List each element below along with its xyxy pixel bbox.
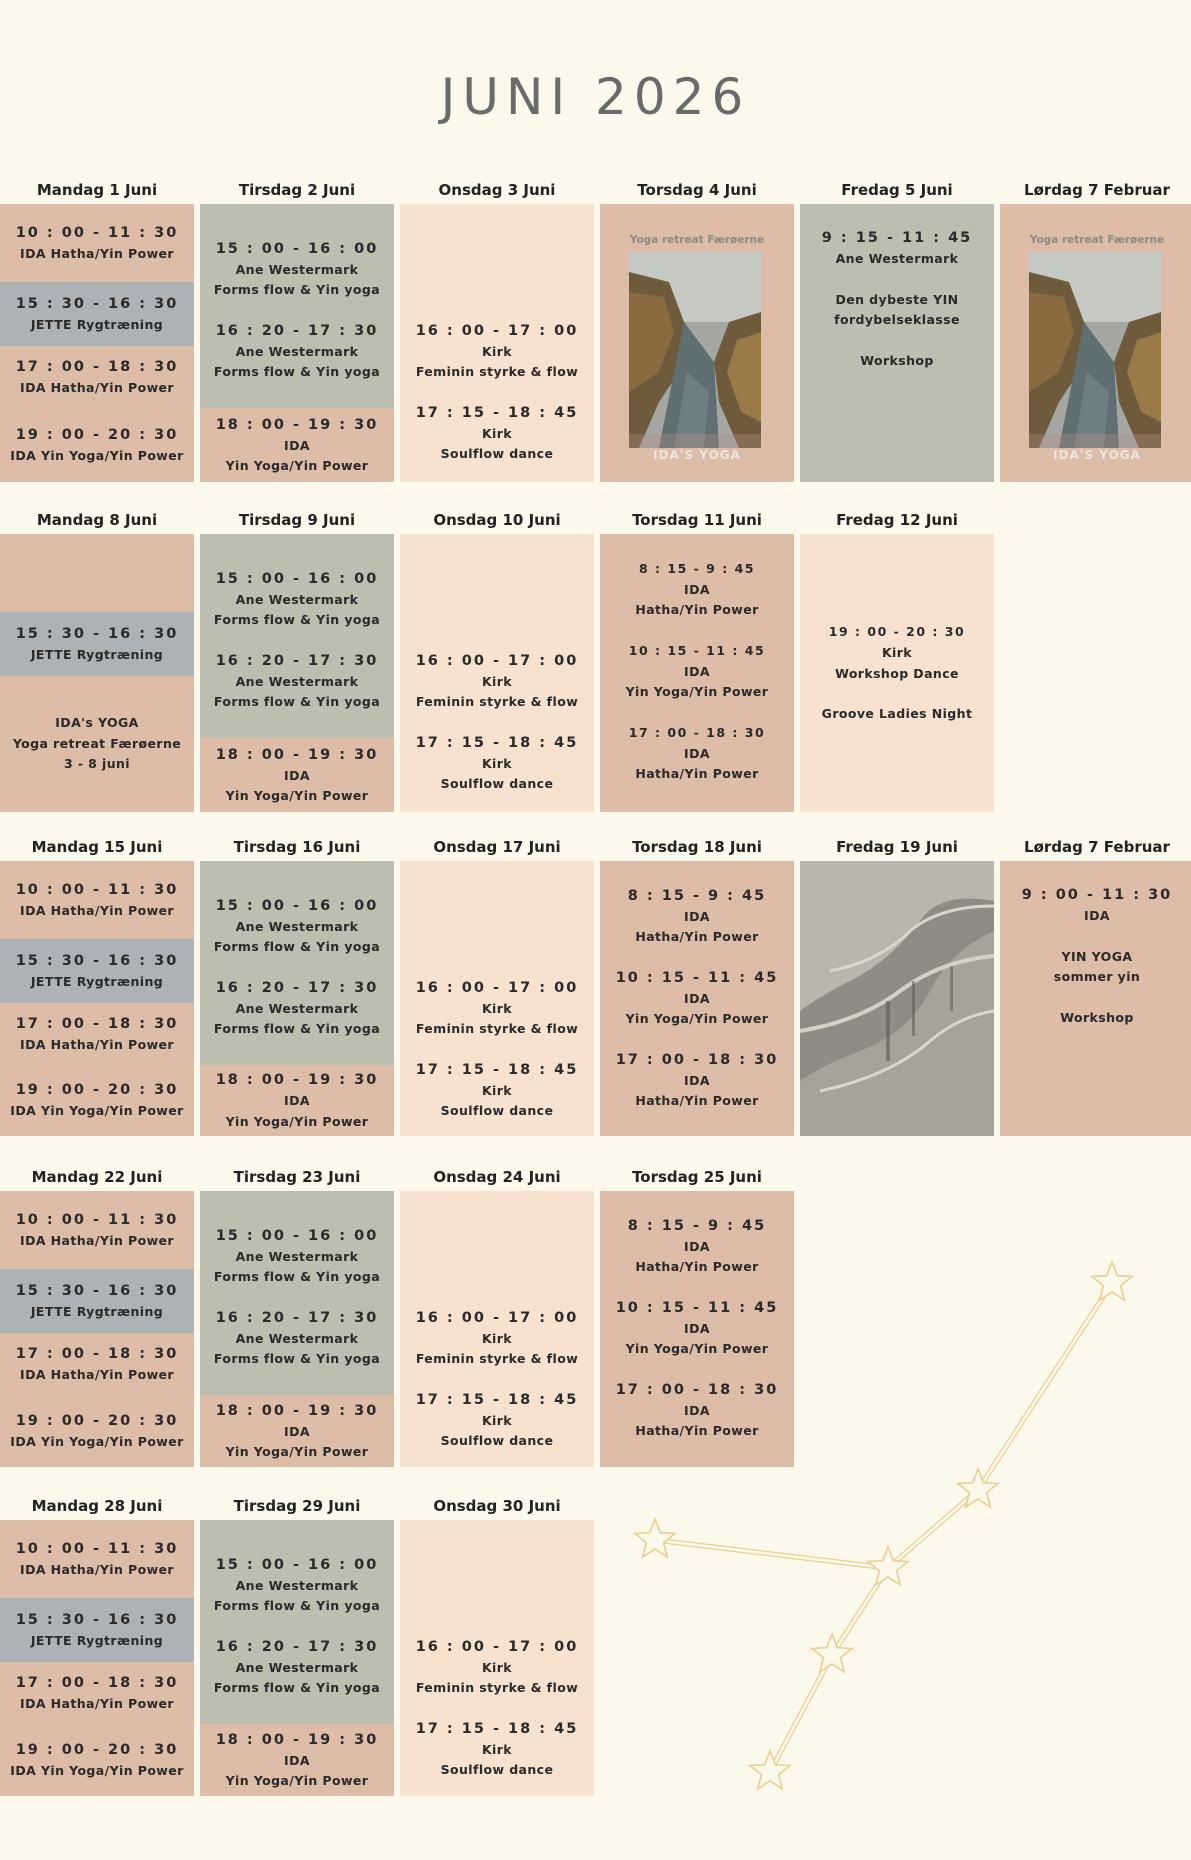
session-line: IDA Yin Yoga/Yin Power: [10, 1433, 184, 1449]
session-block[interactable]: [600, 718, 794, 788]
session-line: IDA Yin Yoga/Yin Power: [10, 1762, 184, 1778]
session-block[interactable]: [0, 408, 194, 482]
day-cell[interactable]: [600, 861, 794, 1136]
page-title: JUNI 2026: [440, 68, 751, 126]
session-time: 17 : 00 - 18 : 30: [15, 1015, 179, 1032]
session-time: 19 : 00 - 20 : 30: [15, 426, 179, 443]
day-header: Fredag 5 Juni: [841, 181, 953, 199]
session-line: Yin Yoga/Yin Power: [225, 1444, 369, 1459]
session-line: JETTE Rygtræning: [30, 973, 164, 989]
session-time: 17 : 00 - 18 : 30: [628, 724, 766, 740]
session-time: 15 : 30 - 16 : 30: [15, 1282, 179, 1299]
session-block[interactable]: [0, 1269, 194, 1333]
session-line: IDA: [684, 1072, 710, 1088]
session-time: 17 : 00 - 18 : 30: [15, 358, 179, 375]
session-line: Ane Westermark: [235, 343, 359, 359]
session-time: 15 : 00 - 16 : 00: [215, 897, 379, 914]
session-line: Forms flow & Yin yoga: [213, 1351, 381, 1366]
session-line: Ane Westermark: [235, 673, 359, 689]
session-line: Kirk: [481, 1000, 513, 1016]
session-line: IDA: [684, 745, 710, 761]
session-time: 17 : 15 - 18 : 45: [415, 734, 579, 751]
session-time: 16 : 00 - 17 : 00: [415, 979, 579, 996]
session-block[interactable]: [0, 1003, 194, 1065]
session-line: JETTE Rygtræning: [30, 646, 164, 662]
session-time: 17 : 15 - 18 : 45: [415, 404, 579, 421]
session-line: IDA Hatha/Yin Power: [20, 1695, 174, 1711]
session-line: Forms flow & Yin yoga: [213, 1598, 381, 1613]
session-line: IDA's YOGA: [55, 715, 139, 731]
day-header: Onsdag 3 Juni: [438, 181, 556, 199]
session-line: Kirk: [881, 645, 913, 661]
session-time: 16 : 20 - 17 : 30: [215, 979, 379, 996]
session-block[interactable]: [600, 1045, 794, 1115]
session-block[interactable]: [1000, 861, 1191, 1051]
session-line: Yin Yoga/Yin Power: [625, 1341, 769, 1356]
session-block[interactable]: [200, 564, 394, 634]
session-time: 17 : 15 - 18 : 45: [415, 1061, 579, 1078]
day-header: Mandag 22 Juni: [31, 1168, 163, 1186]
poster-brand-text: IDA'S YOGA: [653, 448, 741, 462]
session-line: Den dybeste YIN: [835, 291, 959, 307]
constellation-line: [655, 1538, 888, 1566]
session-line: Ane Westermark: [235, 918, 359, 934]
session-time: 17 : 15 - 18 : 45: [415, 1720, 579, 1737]
day-header: Lørdag 7 Februar: [1024, 838, 1170, 856]
session-line: Soulflow dance: [440, 1433, 554, 1448]
poster-caption: Yoga retreat Færøerne: [1029, 234, 1165, 246]
day-header: Tirsdag 9 Juni: [238, 511, 356, 529]
session-line: JETTE Rygtræning: [30, 1303, 164, 1319]
session-block[interactable]: [200, 973, 394, 1043]
session-line: Hatha/Yin Power: [635, 602, 759, 617]
session-line: Forms flow & Yin yoga: [213, 1269, 381, 1284]
session-line: IDA: [1084, 908, 1110, 923]
session-line: Kirk: [481, 343, 513, 359]
session-time: 8 : 15 - 9 : 45: [639, 560, 755, 576]
session-time: 9 : 15 - 11 : 45: [821, 230, 973, 246]
day-cell[interactable]: [400, 1520, 594, 1796]
constellation-line: [772, 1656, 834, 1773]
session-block[interactable]: [0, 282, 194, 346]
day-cell[interactable]: [800, 534, 994, 812]
session-line: IDA Yin Yoga/Yin Power: [10, 447, 184, 463]
constellation-line: [655, 1542, 888, 1570]
day-cell[interactable]: [600, 1191, 794, 1467]
session-time: 15 : 00 - 16 : 00: [215, 570, 379, 587]
star-icon: [1092, 1262, 1132, 1300]
day-cell[interactable]: [400, 1191, 594, 1467]
session-line: Hatha/Yin Power: [635, 766, 759, 781]
session-block[interactable]: [400, 728, 594, 798]
session-time: 10 : 15 - 11 : 45: [615, 969, 779, 986]
day-cell[interactable]: [0, 861, 194, 1136]
session-block[interactable]: [0, 1395, 194, 1467]
session-block[interactable]: [0, 534, 194, 612]
session-time: 16 : 20 - 17 : 30: [215, 322, 379, 339]
day-header: Tirsdag 23 Juni: [233, 1168, 361, 1186]
session-line: Soulflow dance: [440, 776, 554, 791]
session-line: IDA Hatha/Yin Power: [20, 245, 174, 261]
session-line: Hatha/Yin Power: [635, 1259, 759, 1274]
session-block[interactable]: [200, 1221, 394, 1291]
poster-brand-text: IDA'S YOGA: [1053, 448, 1141, 462]
day-header: Onsdag 30 Juni: [433, 1497, 561, 1515]
star-icon: [868, 1547, 908, 1585]
session-block[interactable]: [200, 1550, 394, 1620]
day-cell[interactable]: [200, 1191, 394, 1467]
session-block[interactable]: [600, 963, 794, 1033]
session-line: Feminin styrke & flow: [415, 694, 579, 709]
session-line: Forms flow & Yin yoga: [213, 282, 381, 297]
day-header: Mandag 15 Juni: [31, 838, 163, 856]
session-block[interactable]: [600, 1375, 794, 1445]
session-time: 16 : 00 - 17 : 00: [415, 1638, 579, 1655]
session-line: Workshop: [860, 352, 934, 368]
session-block[interactable]: [200, 738, 394, 812]
session-line: IDA: [284, 437, 310, 453]
constellation-line: [889, 1492, 979, 1570]
day-header: Fredag 12 Juni: [836, 511, 958, 529]
session-time: 17 : 15 - 18 : 45: [415, 1391, 579, 1408]
day-header: Fredag 19 Juni: [836, 838, 958, 856]
session-time: 10 : 00 - 11 : 30: [15, 881, 179, 898]
session-line: Kirk: [481, 1330, 513, 1346]
session-line: Yin Yoga/Yin Power: [625, 1011, 769, 1026]
session-line: Forms flow & Yin yoga: [213, 612, 381, 627]
day-cell[interactable]: [400, 204, 594, 482]
session-block[interactable]: [200, 408, 394, 482]
day-cell[interactable]: [0, 534, 194, 812]
session-time: 17 : 00 - 18 : 30: [615, 1051, 779, 1068]
session-block[interactable]: [200, 1724, 394, 1796]
session-block[interactable]: [400, 398, 594, 468]
session-line: IDA Hatha/Yin Power: [20, 1366, 174, 1382]
session-line: Ane Westermark: [835, 251, 959, 266]
day-cell[interactable]: [0, 204, 194, 482]
session-line: Feminin styrke & flow: [415, 1680, 579, 1695]
session-line: Kirk: [481, 1659, 513, 1675]
session-block[interactable]: [0, 861, 194, 939]
session-block[interactable]: [400, 316, 594, 386]
day-cell[interactable]: [600, 204, 794, 482]
day-cell[interactable]: [1000, 204, 1191, 482]
session-time: 18 : 00 - 19 : 30: [215, 1731, 379, 1748]
session-line: Ane Westermark: [235, 1659, 359, 1675]
session-line: Hatha/Yin Power: [635, 1423, 759, 1438]
faroe-cliffs-photo: [1029, 252, 1161, 448]
session-line: IDA Hatha/Yin Power: [20, 1036, 174, 1052]
session-line: Soulflow dance: [440, 1762, 554, 1777]
session-line: Kirk: [481, 1082, 513, 1098]
session-block[interactable]: [400, 646, 594, 716]
session-line: Kirk: [481, 673, 513, 689]
session-time: 18 : 00 - 19 : 30: [215, 1402, 379, 1419]
session-line: IDA: [284, 1752, 310, 1768]
star-icon: [750, 1751, 790, 1789]
session-time: 17 : 00 - 18 : 30: [615, 1381, 779, 1398]
session-block[interactable]: [0, 676, 194, 812]
session-block[interactable]: [600, 636, 794, 706]
day-cell[interactable]: [400, 861, 594, 1136]
session-block[interactable]: [200, 1395, 394, 1467]
session-block[interactable]: [0, 204, 194, 282]
session-block[interactable]: [200, 316, 394, 386]
session-line: Kirk: [481, 1741, 513, 1757]
session-block[interactable]: [800, 204, 994, 394]
session-block[interactable]: [800, 534, 994, 812]
session-line: Ane Westermark: [235, 1000, 359, 1016]
day-header: Lørdag 7 Februar: [1024, 181, 1170, 199]
session-line: Ane Westermark: [235, 591, 359, 607]
session-line: JETTE Rygtræning: [30, 1632, 164, 1648]
session-block[interactable]: [0, 612, 194, 676]
session-block[interactable]: [0, 1520, 194, 1598]
session-time: 18 : 00 - 19 : 30: [215, 746, 379, 763]
session-line: Hatha/Yin Power: [635, 929, 759, 944]
session-time: 10 : 00 - 11 : 30: [15, 1540, 179, 1557]
day-header: Torsdag 18 Juni: [632, 838, 762, 856]
session-time: 17 : 00 - 18 : 30: [15, 1345, 179, 1362]
session-line: Feminin styrke & flow: [415, 1351, 579, 1366]
session-block[interactable]: [200, 1303, 394, 1373]
session-line: Yin Yoga/Yin Power: [625, 684, 769, 699]
beach-waves-photo: [800, 861, 994, 1136]
session-line: Forms flow & Yin yoga: [213, 1680, 381, 1695]
session-block[interactable]: [200, 1065, 394, 1136]
session-line: IDA: [684, 1238, 710, 1254]
session-line: Forms flow & Yin yoga: [213, 364, 381, 379]
session-line: Workshop Dance: [835, 665, 959, 681]
star-icon: [812, 1634, 852, 1672]
day-cell[interactable]: [200, 204, 394, 482]
session-time: 15 : 30 - 16 : 30: [15, 295, 179, 312]
constellation-line: [834, 1569, 890, 1656]
session-line: IDA: [684, 663, 710, 679]
session-line: IDA Hatha/Yin Power: [20, 1561, 174, 1577]
session-line: Kirk: [481, 755, 513, 771]
session-line: Ane Westermark: [235, 261, 359, 277]
session-line: Soulflow dance: [440, 446, 554, 461]
session-line: IDA: [684, 1320, 710, 1336]
session-block[interactable]: [0, 1065, 194, 1136]
session-line: Hatha/Yin Power: [635, 1093, 759, 1108]
day-cell[interactable]: [400, 534, 594, 812]
day-cell[interactable]: [0, 1191, 194, 1467]
session-time: 15 : 30 - 16 : 30: [15, 952, 179, 969]
session-line: IDA: [684, 908, 710, 924]
day-cell[interactable]: [0, 1520, 194, 1796]
session-time: 19 : 00 - 20 : 30: [15, 1412, 179, 1429]
session-line: Yin Yoga/Yin Power: [225, 1773, 369, 1788]
session-time: 19 : 00 - 20 : 30: [15, 1082, 179, 1099]
session-time: 16 : 00 - 17 : 00: [415, 322, 579, 339]
day-header: Onsdag 24 Juni: [433, 1168, 561, 1186]
faroe-cliffs-photo: [629, 252, 761, 448]
day-cell[interactable]: [200, 861, 394, 1136]
session-block[interactable]: [400, 973, 594, 1043]
session-line: Yin Yoga/Yin Power: [225, 458, 369, 473]
session-line: IDA Hatha/Yin Power: [20, 1232, 174, 1248]
session-block[interactable]: [0, 1662, 194, 1724]
session-block[interactable]: [200, 234, 394, 304]
session-line: IDA Hatha/Yin Power: [20, 902, 174, 918]
day-cell[interactable]: [800, 204, 994, 482]
day-header: Mandag 8 Juni: [36, 511, 158, 529]
session-block[interactable]: [0, 346, 194, 408]
session-time: 16 : 00 - 17 : 00: [415, 652, 579, 669]
day-cell[interactable]: [200, 1520, 394, 1796]
session-line: YIN YOGA: [1061, 948, 1133, 964]
day-header: Torsdag 4 Juni: [637, 181, 757, 199]
session-line: 3 - 8 juni: [63, 756, 130, 772]
session-line: Soulflow dance: [440, 1103, 554, 1118]
session-block[interactable]: [0, 1333, 194, 1395]
session-time: 16 : 20 - 17 : 30: [215, 1309, 379, 1326]
session-time: 19 : 00 - 20 : 30: [15, 1741, 179, 1758]
session-block[interactable]: [0, 1598, 194, 1662]
session-block[interactable]: [600, 881, 794, 951]
day-header: Mandag 1 Juni: [36, 181, 158, 199]
day-cell[interactable]: [800, 861, 994, 1136]
session-time: 10 : 15 - 11 : 45: [628, 642, 766, 658]
constellation-line: [980, 1284, 1114, 1491]
session-time: 10 : 00 - 11 : 30: [15, 1211, 179, 1228]
session-time: 8 : 15 - 9 : 45: [627, 887, 767, 904]
session-line: Feminin styrke & flow: [415, 1021, 579, 1036]
day-header: Tirsdag 29 Juni: [233, 1497, 361, 1515]
session-block[interactable]: [0, 1724, 194, 1796]
session-time: 18 : 00 - 19 : 30: [215, 416, 379, 433]
day-header: Tirsdag 16 Juni: [233, 838, 361, 856]
session-block[interactable]: [400, 1385, 594, 1455]
session-block[interactable]: [600, 554, 794, 624]
session-line: Ane Westermark: [235, 1248, 359, 1264]
session-time: 15 : 00 - 16 : 00: [215, 1227, 379, 1244]
poster-caption: Yoga retreat Færøerne: [629, 234, 765, 246]
session-time: 16 : 00 - 17 : 00: [415, 1309, 579, 1326]
session-time: 10 : 00 - 11 : 30: [15, 224, 179, 241]
star-icon: [958, 1469, 998, 1507]
session-line: sommer yin: [1053, 969, 1141, 984]
session-line: IDA: [684, 1402, 710, 1418]
session-time: 15 : 00 - 16 : 00: [215, 1556, 379, 1573]
session-line: Workshop: [1060, 1009, 1134, 1025]
session-time: 8 : 15 - 9 : 45: [627, 1217, 767, 1234]
constellation-line: [887, 1488, 977, 1566]
session-time: 15 : 30 - 16 : 30: [15, 625, 179, 642]
session-line: Yoga retreat Færøerne: [12, 735, 182, 751]
session-line: IDA Yin Yoga/Yin Power: [10, 1103, 184, 1119]
session-line: Kirk: [481, 1412, 513, 1428]
session-line: Forms flow & Yin yoga: [213, 694, 381, 709]
day-header: Onsdag 17 Juni: [433, 838, 561, 856]
session-line: IDA: [684, 990, 710, 1006]
session-line: IDA Hatha/Yin Power: [20, 379, 174, 395]
day-header: Mandag 28 Juni: [31, 1497, 163, 1515]
day-header: Torsdag 25 Juni: [632, 1168, 762, 1186]
session-block[interactable]: [0, 939, 194, 1003]
session-block[interactable]: [400, 1632, 594, 1702]
session-time: 15 : 30 - 16 : 30: [15, 1611, 179, 1628]
day-header: Tirsdag 2 Juni: [238, 181, 356, 199]
session-block[interactable]: [600, 1211, 794, 1281]
session-block[interactable]: [600, 1293, 794, 1363]
session-block[interactable]: [400, 1714, 594, 1784]
session-block[interactable]: [200, 646, 394, 716]
day-cell[interactable]: [600, 534, 794, 812]
session-line: Yin Yoga/Yin Power: [225, 788, 369, 803]
day-cell[interactable]: [1000, 861, 1191, 1136]
session-time: 19 : 00 - 20 : 30: [828, 624, 966, 640]
session-block[interactable]: [0, 1191, 194, 1269]
session-line: Groove Ladies Night: [821, 706, 973, 722]
session-line: fordybelseklasse: [834, 312, 960, 327]
session-time: 9 : 00 - 11 : 30: [1021, 887, 1173, 903]
session-line: IDA: [284, 1423, 310, 1439]
session-line: Ane Westermark: [235, 1577, 359, 1593]
constellation-line: [830, 1567, 886, 1654]
day-cell[interactable]: [200, 534, 394, 812]
session-time: 16 : 20 - 17 : 30: [215, 1638, 379, 1655]
session-line: Feminin styrke & flow: [415, 364, 579, 379]
day-header: Torsdag 11 Juni: [632, 511, 762, 529]
session-block[interactable]: [200, 891, 394, 961]
session-line: Forms flow & Yin yoga: [213, 1021, 381, 1036]
session-line: IDA: [284, 767, 310, 783]
constellation-line: [768, 1654, 830, 1771]
session-time: 10 : 15 - 11 : 45: [615, 1299, 779, 1316]
session-line: Forms flow & Yin yoga: [213, 939, 381, 954]
session-time: 16 : 20 - 17 : 30: [215, 652, 379, 669]
session-block[interactable]: [400, 1303, 594, 1373]
star-icon: [635, 1519, 675, 1557]
session-line: JETTE Rygtræning: [30, 316, 164, 332]
day-header: Onsdag 10 Juni: [433, 511, 561, 529]
session-time: 18 : 00 - 19 : 30: [215, 1072, 379, 1088]
constellation-line: [976, 1282, 1110, 1489]
session-line: IDA: [684, 581, 710, 597]
session-line: Yin Yoga/Yin Power: [225, 1113, 369, 1129]
session-block[interactable]: [400, 1055, 594, 1125]
session-line: Ane Westermark: [235, 1330, 359, 1346]
session-time: 15 : 00 - 16 : 00: [215, 240, 379, 257]
session-block[interactable]: [200, 1632, 394, 1702]
session-line: IDA: [284, 1093, 310, 1108]
session-time: 17 : 00 - 18 : 30: [15, 1674, 179, 1691]
session-line: Kirk: [481, 425, 513, 441]
